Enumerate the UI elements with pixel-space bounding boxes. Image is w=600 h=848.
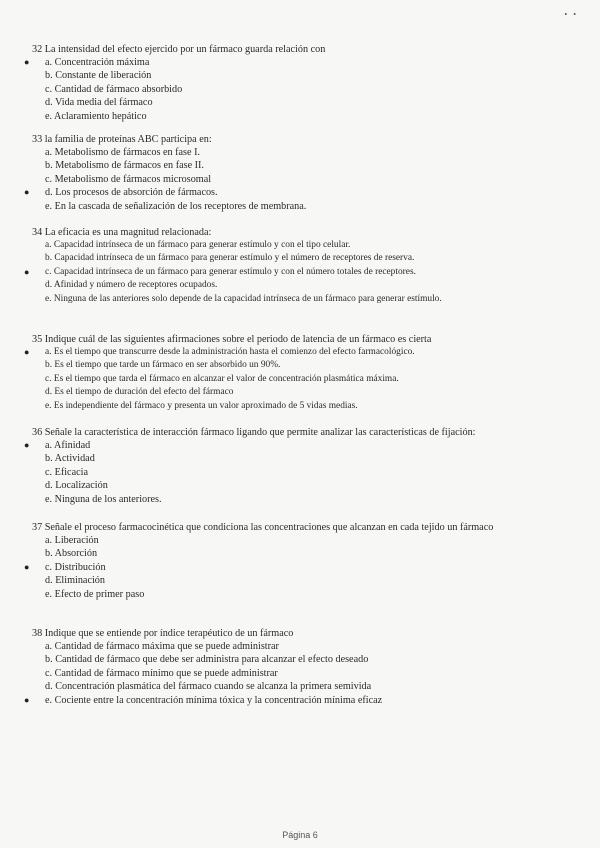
option-c[interactable] — [45, 173, 600, 186]
option-e[interactable] — [45, 110, 600, 123]
option-label: b. Actividad — [45, 453, 95, 465]
option-label: c. Distribución — [45, 561, 106, 573]
option-e[interactable] — [45, 200, 600, 213]
option-b[interactable] — [45, 252, 600, 265]
option-e[interactable] — [45, 400, 600, 413]
option-label: c. Eficacia — [45, 466, 88, 478]
answer-mark-icon: ● — [24, 347, 30, 357]
option-label: e. Es independiente del fármaco y presenta un valor aproximado de 5 vidas medias. — [45, 400, 358, 411]
answer-mark-icon: ● — [24, 187, 30, 198]
option-label: c. Cantidad de fármaco absorbido — [45, 83, 183, 95]
option-label: e. En la cascada de señalización de los receptores de membrana. — [45, 200, 307, 212]
option-b[interactable] — [45, 359, 600, 372]
option-e[interactable] — [45, 293, 600, 306]
option-d[interactable] — [45, 479, 600, 492]
option-a[interactable] — [24, 439, 600, 452]
option-e[interactable] — [45, 493, 600, 506]
options-list — [0, 534, 600, 601]
option-d[interactable] — [45, 574, 600, 587]
option-a[interactable] — [24, 56, 600, 69]
option-label: e. Aclaramiento hepático — [45, 110, 147, 122]
option-label: b. Absorción — [45, 548, 98, 560]
option-label: d. Eliminación — [45, 575, 105, 587]
option-label: a. Capacidad intrínseca de un fármaco para generar estímulo y con el tipo celular. — [45, 240, 351, 250]
option-label: e. Cociente entre la concentración mínima tóxica y la concentración mínima eficaz — [45, 694, 383, 706]
option-label: b. Cantidad de fármaco que debe ser administra para alcanzar el efecto deseado — [45, 654, 369, 666]
scan-mark: • • — [564, 10, 578, 19]
option-d[interactable] — [45, 279, 600, 292]
option-label: a. Afinidad — [45, 440, 91, 451]
option-label: d. Concentración plasmática del fármaco cuando se alcanza la primera semivida — [45, 681, 372, 693]
option-label: a. Liberación — [45, 535, 99, 546]
question-text: 32 La intensidad del efecto ejercido por un fármaco guarda relación con — [32, 44, 326, 55]
option-a[interactable] — [45, 146, 600, 159]
option-d[interactable] — [45, 680, 600, 693]
option-b[interactable] — [45, 159, 600, 172]
question-text: 37 Señale el proceso farmacocinética que condiciona las concentraciones que alcanzan en cada tejido un fármaco — [32, 522, 494, 533]
options-list — [0, 439, 600, 506]
option-b[interactable] — [45, 547, 600, 560]
question-34 — [0, 226, 600, 306]
options-list — [0, 239, 600, 306]
question-36 — [0, 426, 600, 506]
option-c[interactable] — [45, 466, 600, 479]
option-label: a. Metabolismo de fármacos en fase I. — [45, 147, 201, 158]
option-c[interactable] — [45, 667, 600, 680]
option-b[interactable] — [45, 69, 600, 82]
option-b[interactable] — [45, 653, 600, 666]
option-label: e. Ninguna de las anteriores solo depende de la capacidad intrínseca de un fármaco para generar estímulo. — [45, 293, 442, 304]
options-list — [0, 56, 600, 123]
option-label: c. Es el tiempo que tarda el fármaco en alcanzar el valor de concentración plasmática máxima. — [45, 373, 399, 384]
option-label: c. Capacidad intrínseca de un fármaco para generar estímulo y con el número totales de receptores. — [45, 266, 416, 277]
question-text: 35 Indique cuál de las siguientes afirmaciones sobre el periodo de latencia de un fármaco es cierta — [32, 334, 432, 345]
option-e[interactable] — [24, 694, 600, 707]
options-list — [0, 640, 600, 707]
option-label: b. Metabolismo de fármacos en fase II. — [45, 160, 204, 172]
option-a[interactable] — [24, 346, 600, 359]
option-d[interactable] — [45, 386, 600, 399]
option-label: b. Constante de liberación — [45, 70, 152, 82]
option-c[interactable] — [45, 373, 600, 386]
answer-mark-icon: ● — [24, 440, 30, 450]
options-list — [0, 346, 600, 413]
option-label: d. Es el tiempo de duración del efecto del fármaco — [45, 387, 234, 398]
option-label: d. Localización — [45, 480, 108, 492]
option-c[interactable] — [24, 561, 600, 574]
option-label: d. Afinidad y número de receptores ocupados. — [45, 280, 218, 291]
option-label: c. Metabolismo de fármacos microsomal — [45, 173, 212, 185]
option-label: b. Es el tiempo que tarde un fármaco en ser absorbido un 90%. — [45, 360, 281, 371]
option-a[interactable] — [45, 534, 600, 547]
option-label: b. Capacidad intrínseca de un fármaco para generar estímulo y el número de receptores de reserva. — [45, 253, 415, 264]
question-text: 36 Señale la característica de interacción fármaco ligando que permite analizar las características de fijación: — [32, 427, 476, 438]
option-e[interactable] — [45, 588, 600, 601]
option-label: d. Los procesos de absorción de fármacos. — [45, 187, 218, 199]
option-label: d. Vida media del fármaco — [45, 97, 153, 109]
question-33 — [0, 133, 600, 213]
question-38 — [0, 627, 600, 707]
question-text: 33 la familia de proteínas ABC participa en: — [32, 134, 212, 145]
answer-mark-icon: ● — [24, 57, 30, 67]
question-text: 34 La eficacia es una magnitud relacionada: — [32, 227, 212, 238]
question-35 — [0, 333, 600, 413]
option-a[interactable] — [45, 640, 600, 653]
option-label: e. Efecto de primer paso — [45, 588, 145, 600]
answer-mark-icon: ● — [24, 266, 30, 277]
option-label: e. Ninguna de los anteriores. — [45, 493, 162, 505]
question-text: 38 Indique que se entiende por índice terapéutico de un fármaco — [32, 628, 294, 639]
option-label: a. Concentración máxima — [45, 57, 150, 68]
option-c[interactable] — [45, 83, 600, 96]
option-c[interactable] — [24, 266, 600, 279]
answer-mark-icon: ● — [24, 694, 30, 705]
answer-mark-icon: ● — [24, 561, 30, 572]
option-d[interactable] — [24, 186, 600, 199]
option-b[interactable] — [45, 452, 600, 465]
question-32 — [0, 43, 600, 123]
options-list — [0, 146, 600, 213]
question-37 — [0, 521, 600, 601]
page-number: Página 6 — [282, 830, 318, 840]
option-a[interactable] — [45, 239, 600, 252]
option-label: a. Es el tiempo que transcurre desde la administración hasta el comienzo del efecto farmacológico. — [45, 347, 415, 357]
option-label: a. Cantidad de fármaco máxima que se puede administrar — [45, 641, 279, 652]
option-d[interactable] — [45, 96, 600, 109]
option-label: c. Cantidad de fármaco mínimo que se puede administrar — [45, 667, 278, 679]
